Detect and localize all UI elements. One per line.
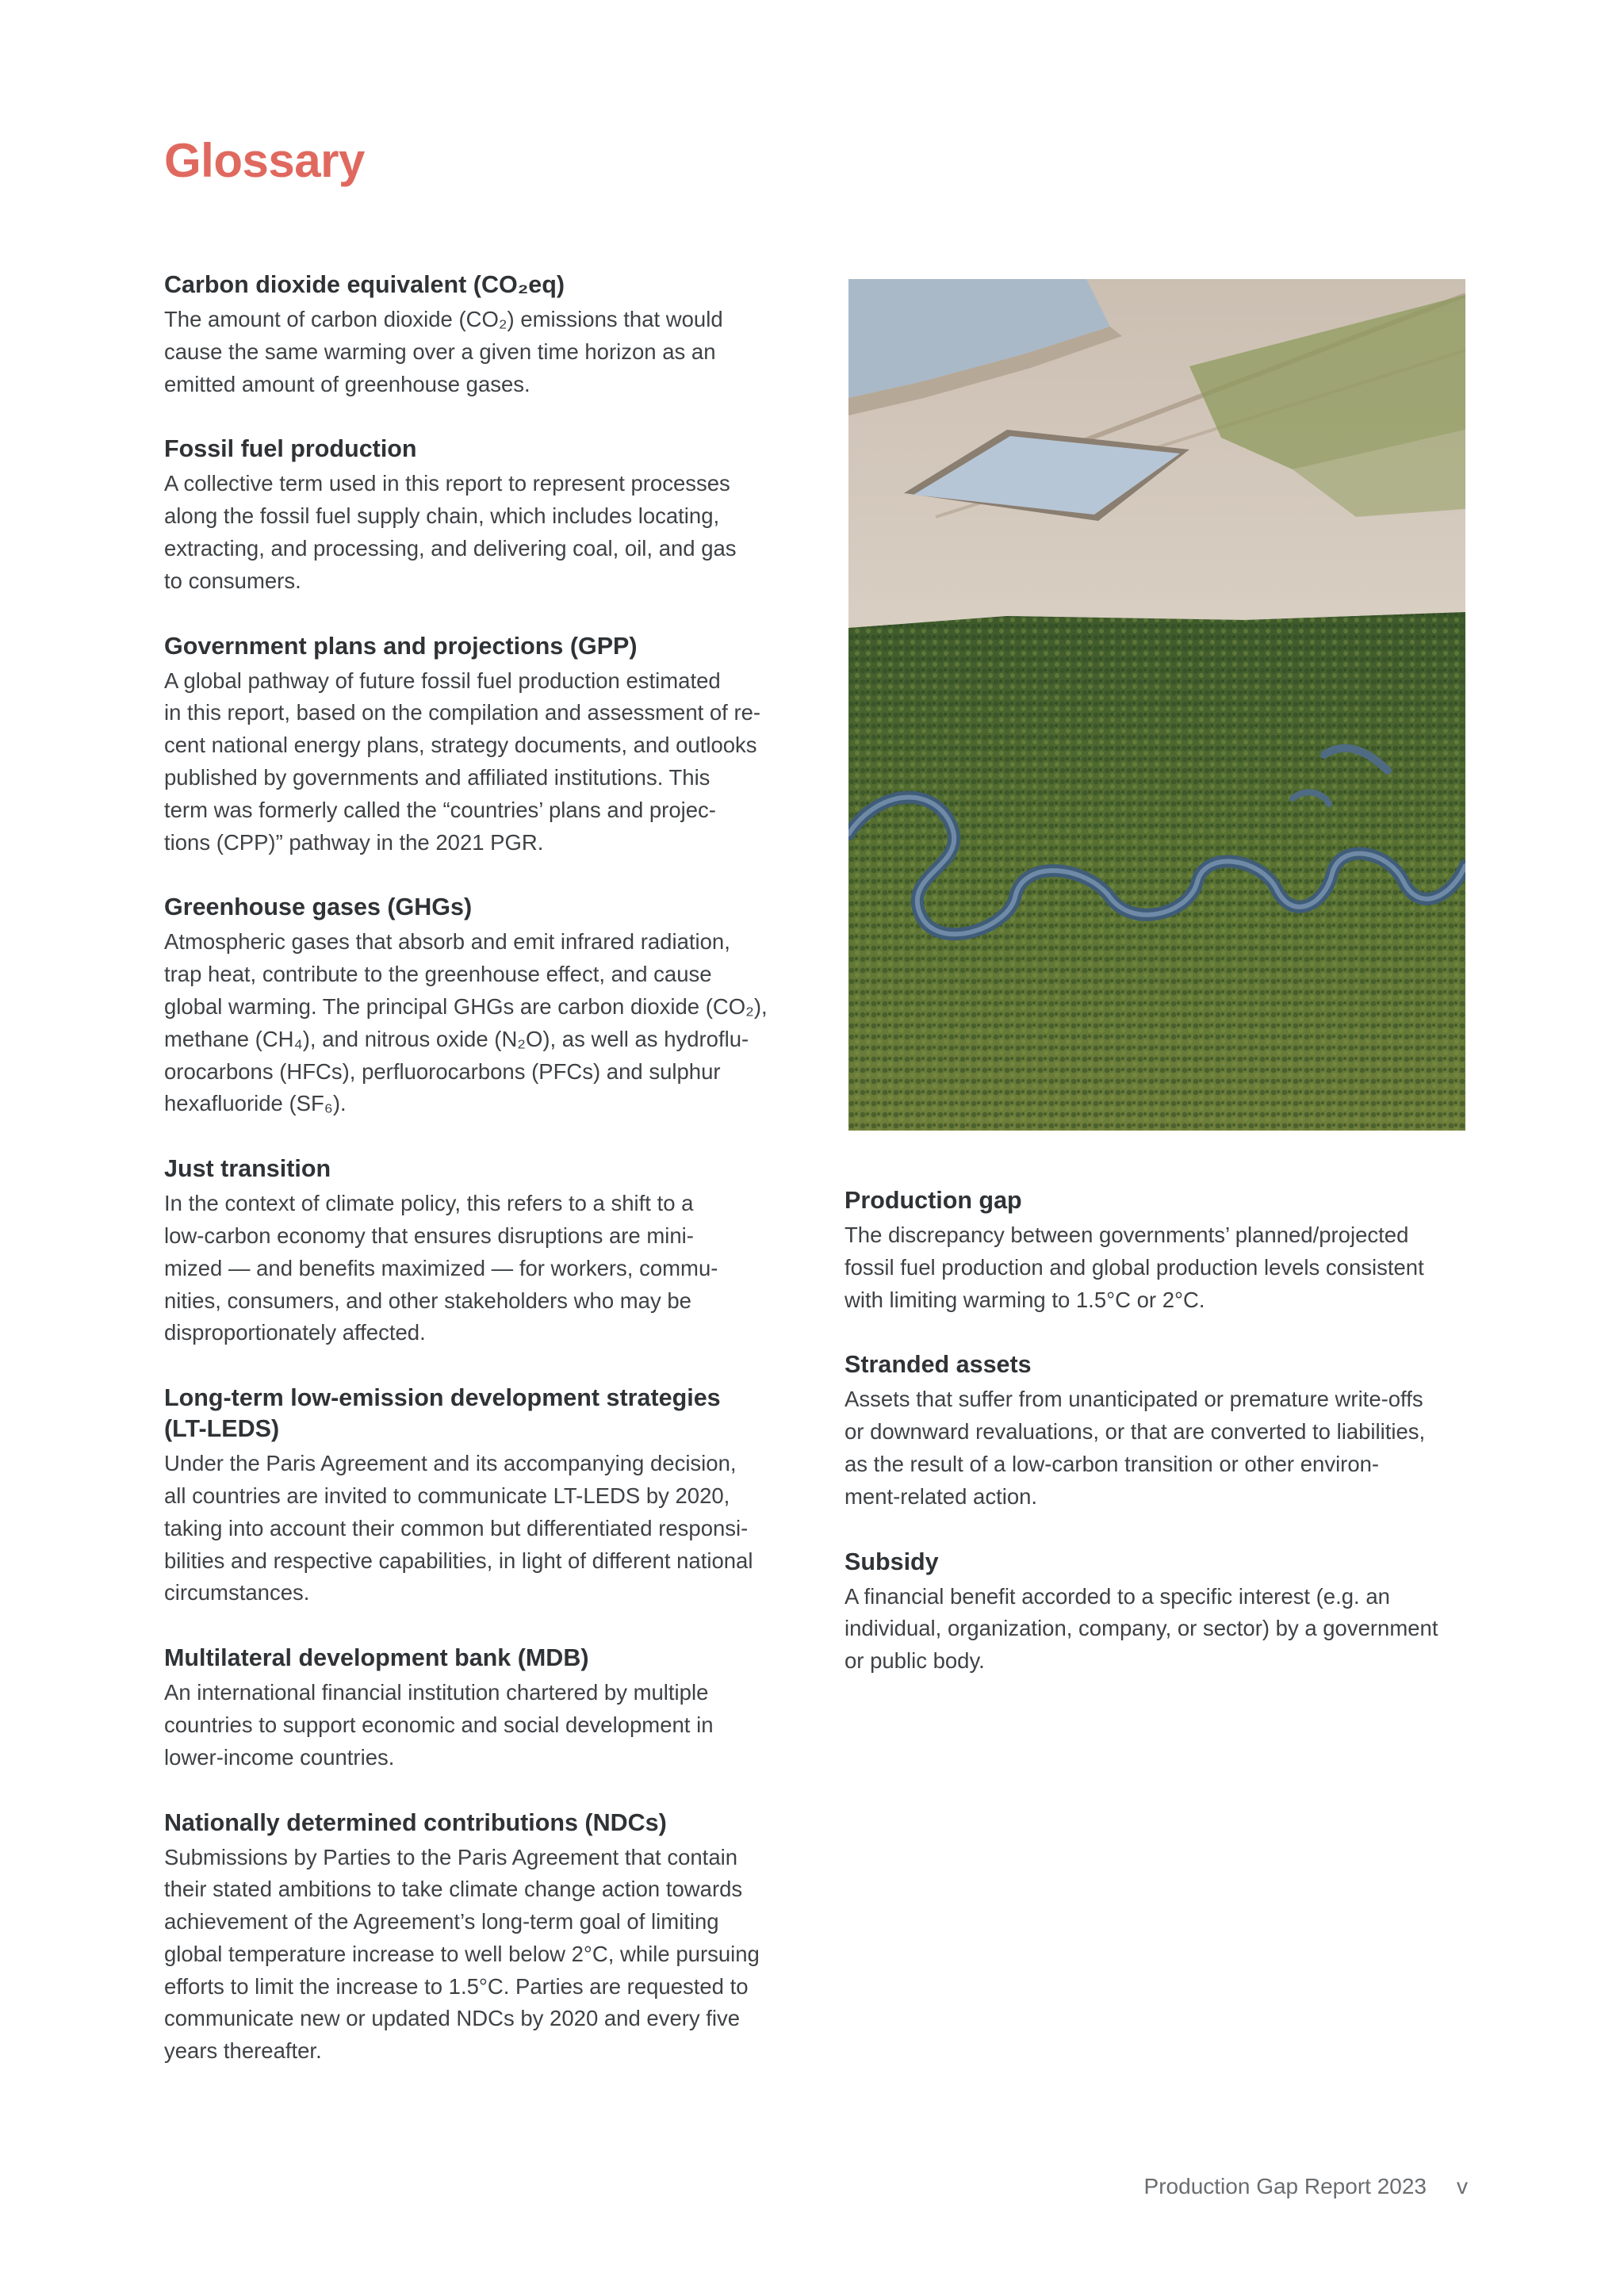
glossary-term: Subsidy [845, 1548, 939, 1575]
glossary-definition: Atmospheric gases that absorb and emit infrared radiation, trap heat, contribute to the greenhouse effect, and cause global warming. The principal GHGs are carbon dioxide (CO₂), methane (CH₄), and nitrous oxide (N₂O), as well as hydroflu- orocarbons (HFCs), perfluorocarbons (PFCs) and sulphur hexafluoride (SF₆). [164, 929, 768, 1116]
glossary-term: Greenhouse gases (GHGs) [164, 894, 473, 921]
glossary-term: Production gap [845, 1187, 1022, 1214]
glossary-term: Nationally determined contributions (NDCs) [164, 1808, 667, 1836]
aerial-photo [848, 279, 1465, 1131]
glossary-entry [845, 1547, 1479, 1678]
glossary-entry [845, 1349, 1479, 1513]
glossary-term: Fossil fuel production [164, 435, 417, 463]
glossary-entry [164, 1808, 799, 2068]
glossary-definition: A global pathway of future fossil fuel production estimated in this report, based on the compilation and assessment of re- cent national energy plans, strategy documents, and outlooks published by governments and affiliated institutions. This term was formerly called the “countries’ plans and projec- tions (CPP)” pathway in the 2021 PGR. [164, 668, 761, 855]
page-footer [1144, 2174, 1468, 2199]
page-title: Glossary [164, 134, 365, 187]
glossary-entry [164, 1643, 799, 1774]
glossary-term: Multilateral development bank (MDB) [164, 1644, 589, 1672]
glossary-definition: Under the Paris Agreement and its accompanying decision, all countries are invited to communicate LT-LEDS by 2020, taking into account their common but differentiated responsi- bilities and respective capabilities, in light of different national circumstances. [164, 1451, 753, 1605]
glossary-entry [164, 1383, 799, 1609]
glossary-definition: A financial benefit accorded to a specific interest (e.g. an individual, organization, company, or sector) by a government or public body. [845, 1583, 1438, 1674]
glossary-entry [845, 1185, 1479, 1316]
footer-report-title: Production Gap Report 2023 [1143, 2174, 1427, 2198]
glossary-entry [164, 892, 799, 1120]
glossary-entry [164, 270, 799, 400]
glossary-term: Long-term low-emission development strategies (LT-LEDS) [164, 1384, 721, 1443]
glossary-term: Government plans and projections (GPP) [164, 632, 638, 660]
glossary-definition: The discrepancy between governments’ planned/projected fossil fuel production and global production levels consistent with limiting warming to 1.5°C or 2°C. [845, 1223, 1424, 1312]
glossary-definition: The amount of carbon dioxide (CO₂) emissions that would cause the same warming over a given time horizon as an emitted amount of greenhouse gases. [164, 307, 723, 396]
glossary-definition: Submissions by Parties to the Paris Agreement that contain their stated ambitions to take climate change action towards achievement of the Agreement’s long-term goal of limiting global temperature increase to well below 2°C, while pursuing efforts to limit the increase to 1.5°C. Parties are requested to communicate new or updated NDCs by 2020 and every five years thereafter. [164, 1844, 760, 2064]
page-number: v [1457, 2174, 1468, 2198]
glossary-right-column [845, 1185, 1479, 1711]
glossary-entry [164, 1154, 799, 1349]
glossary-entry [164, 631, 799, 859]
glossary-definition: In the context of climate policy, this refers to a shift to a low-carbon economy that ensures disruptions are mini- mized — and benefits maximized — for workers, commu- nities, consumers, and other stakeholders who may be disproportionately affected. [164, 1191, 718, 1345]
aerial-landscape-icon [848, 279, 1465, 1131]
glossary-definition: A collective term used in this report to represent processes along the fossil fuel supply chain, which includes locating, extracting, and processing, and delivering coal, oil, and gas to consumers. [164, 471, 737, 593]
glossary-left-column [164, 270, 799, 2101]
glossary-definition: An international financial institution chartered by multiple countries to support economic and social development in lower-income countries. [164, 1680, 714, 1770]
glossary-definition: Assets that suffer from unanticipated or premature write-offs or downward revaluations, or that are converted to liabilities, as the result of a low-carbon transition or other environ- ment-related action. [845, 1387, 1426, 1509]
glossary-term: Stranded assets [845, 1351, 1032, 1379]
glossary-term: Just transition [164, 1155, 331, 1183]
glossary-term: Carbon dioxide equivalent (CO₂eq) [164, 271, 565, 298]
glossary-entry [164, 434, 799, 597]
